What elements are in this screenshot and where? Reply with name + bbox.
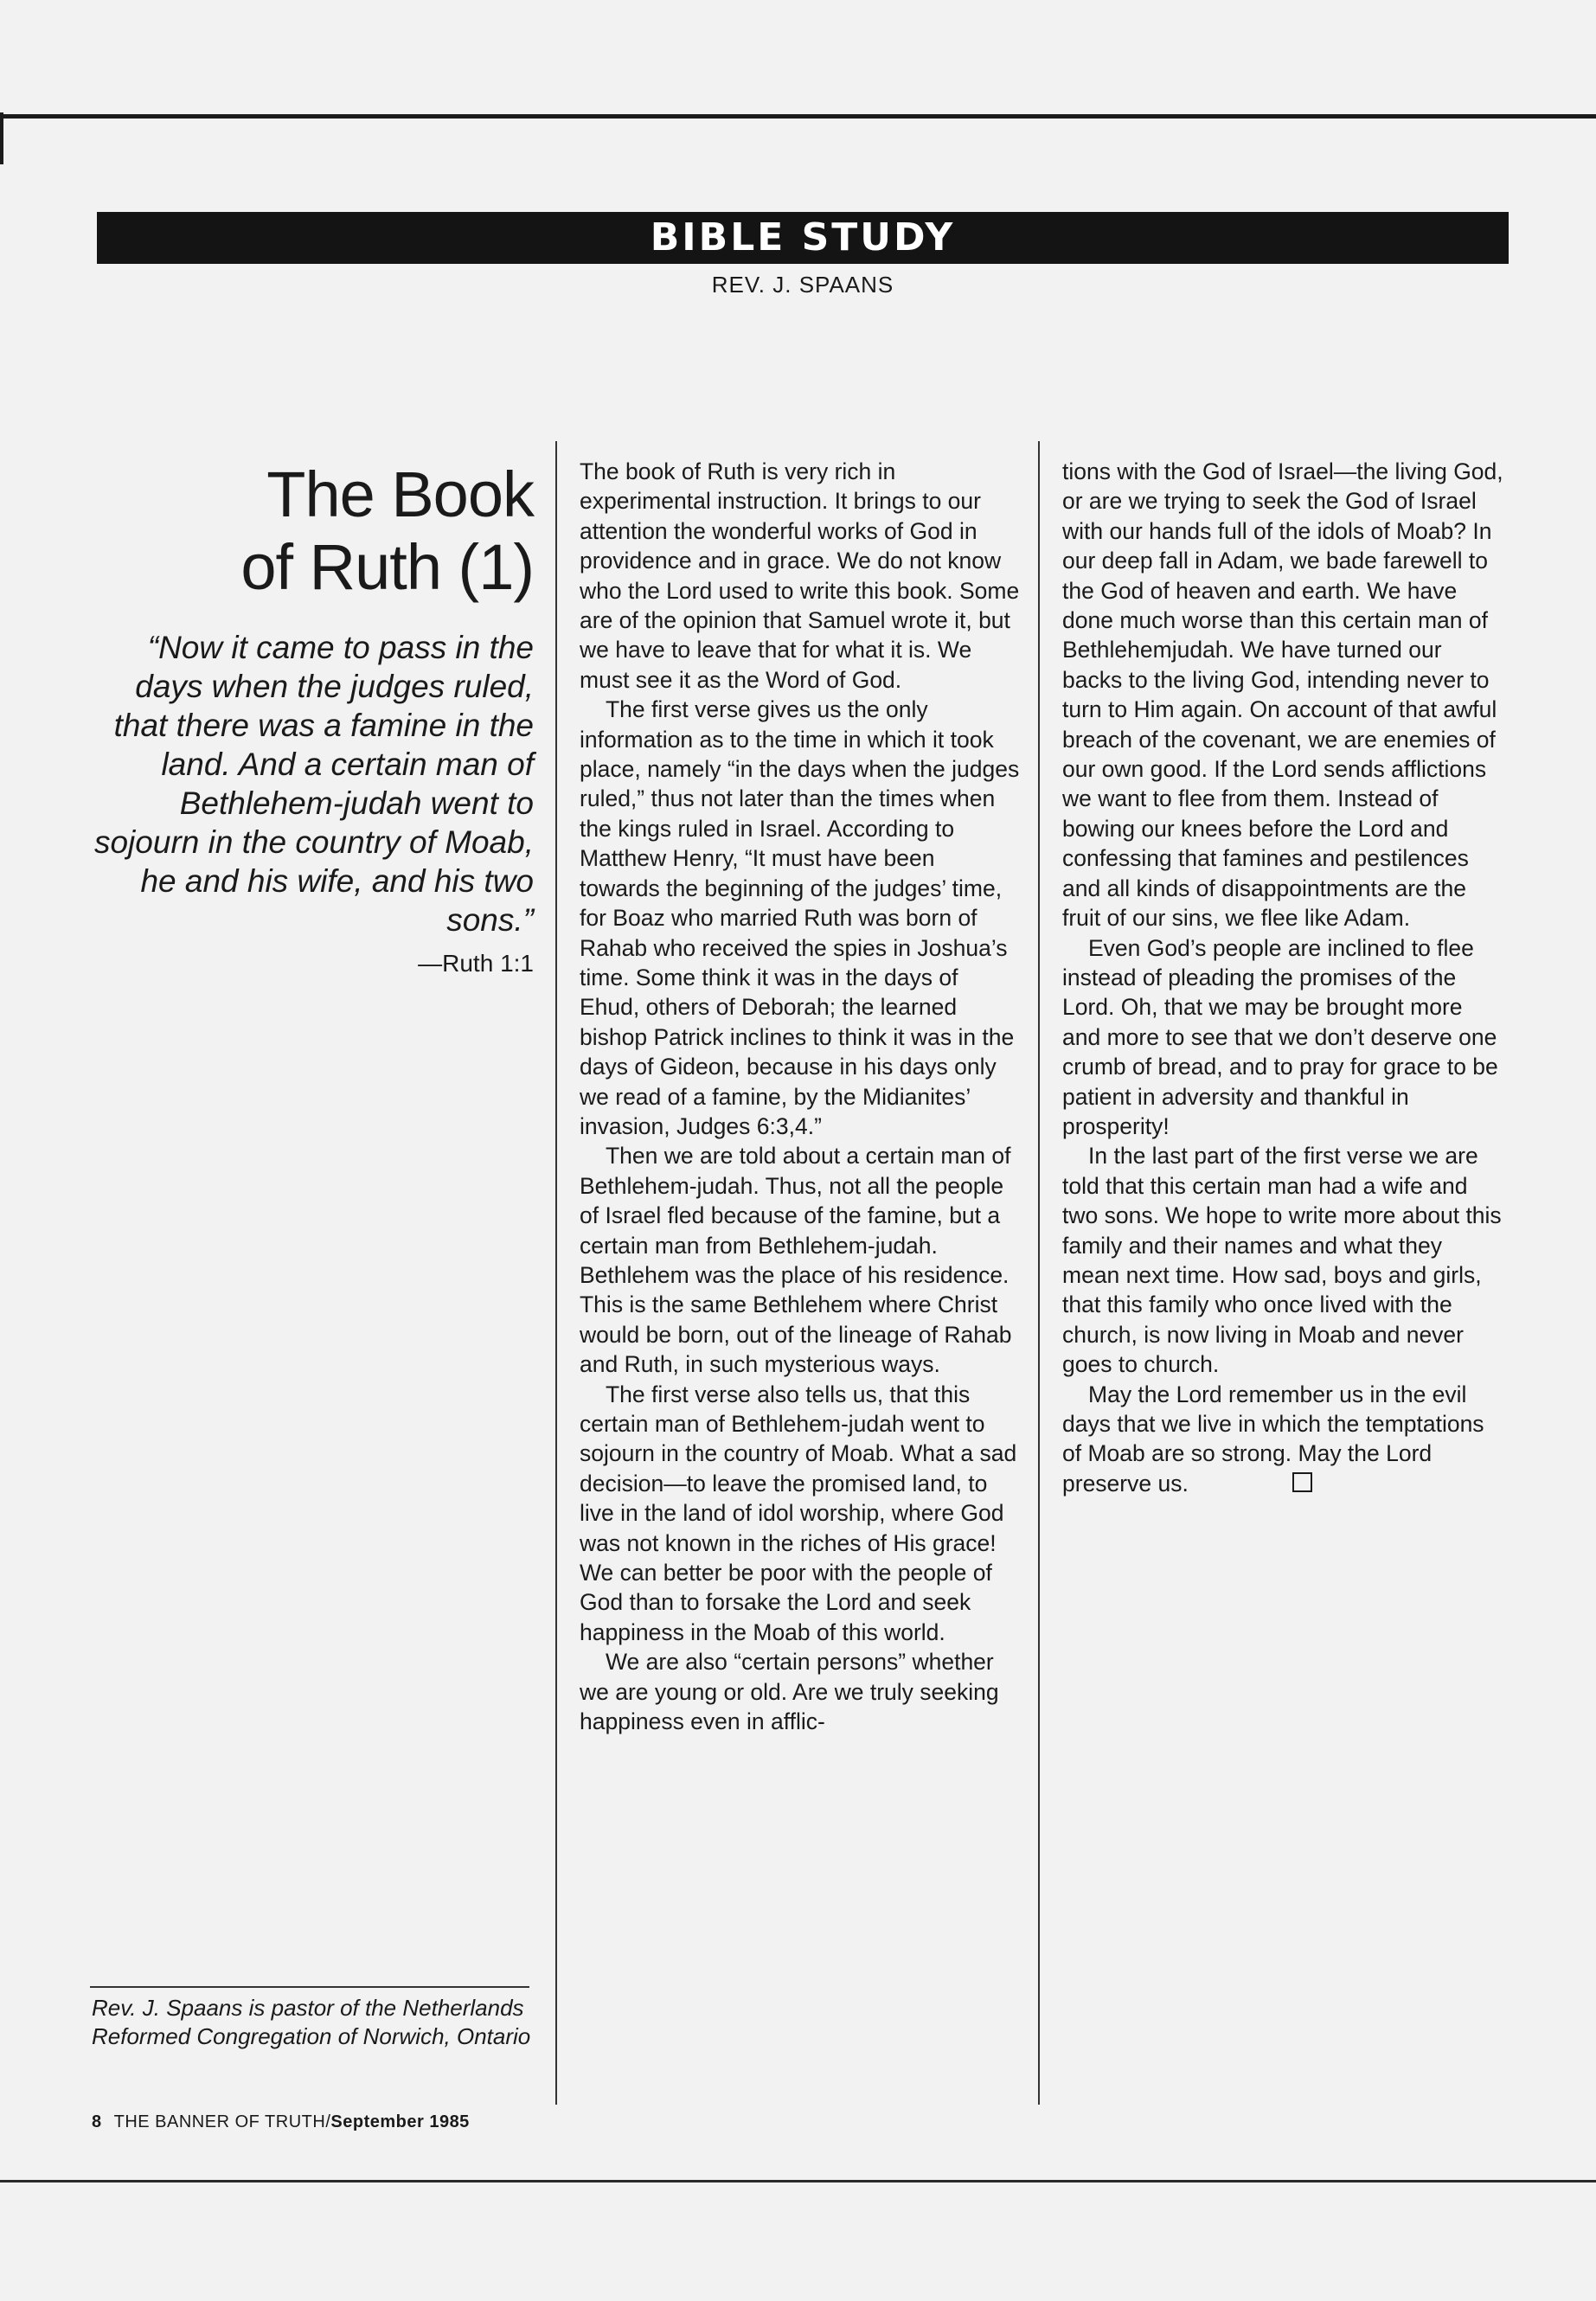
- author-note: Rev. J. Spaans is pastor of the Netherlands Reformed Congregation of Norwich, Ontario: [92, 1995, 531, 2049]
- column-divider-right: [1038, 441, 1040, 2105]
- title-line-2: of Ruth (1): [240, 531, 534, 603]
- bottom-rule: [0, 2180, 1596, 2182]
- page-edge-mark: [0, 112, 3, 164]
- paragraph: The first verse also tells us, that this certain man of Bethlehem-judah went to sojourn in the country of Moab. What a sad decision—to leave the promised land, to live in the land of idol worship, where God was not known in the riches of His grace!: [580, 1381, 1017, 1556]
- paragraph: The book of Ruth is very rich in experimental instruction. It brings to our attention the wonderful works of God in providence and in grace. We do not know who the Lord used to write this book. Some are of the opinion that Samuel wrote it, but we have to leave that for what it is. We must see it as the Word of God.: [580, 458, 1020, 693]
- publication-name: THE BANNER OF TRUTH/: [113, 2112, 331, 2131]
- column-divider-left: [555, 441, 557, 2105]
- author-byline: REV. J. SPAANS: [711, 272, 894, 298]
- paragraph: tions with the God of Israel—the living God, or are we trying to seek the God of Israel with our hands full of the idols of Moab? In our deep fall in Adam, we bade farewell to the God of heaven and earth. We have done much worse than this certain man of Bethlehemjudah. We have turned our backs to the living God, intending never to turn to Him again. On account of that awful breach of the covenant, we are enemies of our own good. If the Lord sends afflictions we want to flee from them. Instead of bowing our knees before the Lord and confessing that famines and pestilences and all kinds of disappointments are the fruit of our sins, we flee like Adam.: [1062, 458, 1503, 932]
- title-line-1: The Book: [266, 458, 534, 530]
- body-column-middle: [580, 457, 1021, 1736]
- article-title: [84, 458, 534, 604]
- epigraph-reference: —Ruth 1:1: [418, 950, 534, 977]
- paragraph: Even God’s people are inclined to flee instead of pleading the promises of the Lord. Oh, that we may be brought more and more to see that we don’t deserve one crumb of bread, and to pray for grace to be patient in adversity and thankful in prosperity!: [1062, 934, 1498, 1139]
- page-footer: [92, 2112, 470, 2132]
- body-column-right: [1062, 457, 1503, 1498]
- paragraph: In the last part of the first verse we are told that this certain man had a wife and two sons. We hope to write more about this family and their names and what they mean next time. How sad, boys and girls, that this family who once lived with the church, is now living in Moab and never goes to church.: [1062, 1143, 1502, 1378]
- section-banner: BIBLE STUDY: [97, 212, 1509, 264]
- paragraph: Then we are told about a certain man of Bethlehem-judah. Thus, not all the people of Israel fled because of the famine, but a certain man from Bethlehem-judah. Bethlehem was the place of his residence. This is the same Bethlehem where Christ would be born, out of the lineage of Rahab and Ruth, in such mysterious ways.: [580, 1143, 1012, 1378]
- issue-date: September 1985: [330, 2112, 470, 2131]
- paragraph: The first verse gives us the only information as to the time in which it took place, namely “in the days when the judges ruled,” thus not later than the times when the kings ruled in Israel. According to Matthew Henry, “It must have been towards the beginning of the judges’ time, for Boaz who married Ruth was born of Rahab who received the spies in Joshua’s time. Some think it was in the days of Ehud, others of Deborah; the learned bishop Patrick inclines to think it was in the days of Gideon, because in his days only we read of a famine, by the Midianites’ invasion, Judges 6:3,4.”: [580, 696, 1020, 1139]
- end-of-article-icon: [1292, 1472, 1312, 1492]
- paragraph: We are also “certain persons” whether we are young or old. Are we truly seeking happiness even in afflic-: [580, 1649, 999, 1735]
- epigraph-quote: “Now it came to pass in the days when the judges ruled, that there was a famine in the land. And a certain man of Bethlehem-judah went to sojourn in the country of Moab, he and his wife, and his two sons.”: [93, 630, 534, 938]
- paragraph: We can better be poor with the people of God than to forsake the Lord and seek happiness in the Moab of this world.: [580, 1560, 992, 1645]
- paragraph-final: [1062, 1380, 1503, 1499]
- author-note-rule: [90, 1986, 529, 1988]
- paragraph-text: May the Lord remember us in the evil days that we live in which the temptations of Moab are so strong. May the Lord preserve us.: [1062, 1381, 1484, 1497]
- top-rule: [0, 114, 1596, 119]
- page-number: 8: [92, 2112, 102, 2131]
